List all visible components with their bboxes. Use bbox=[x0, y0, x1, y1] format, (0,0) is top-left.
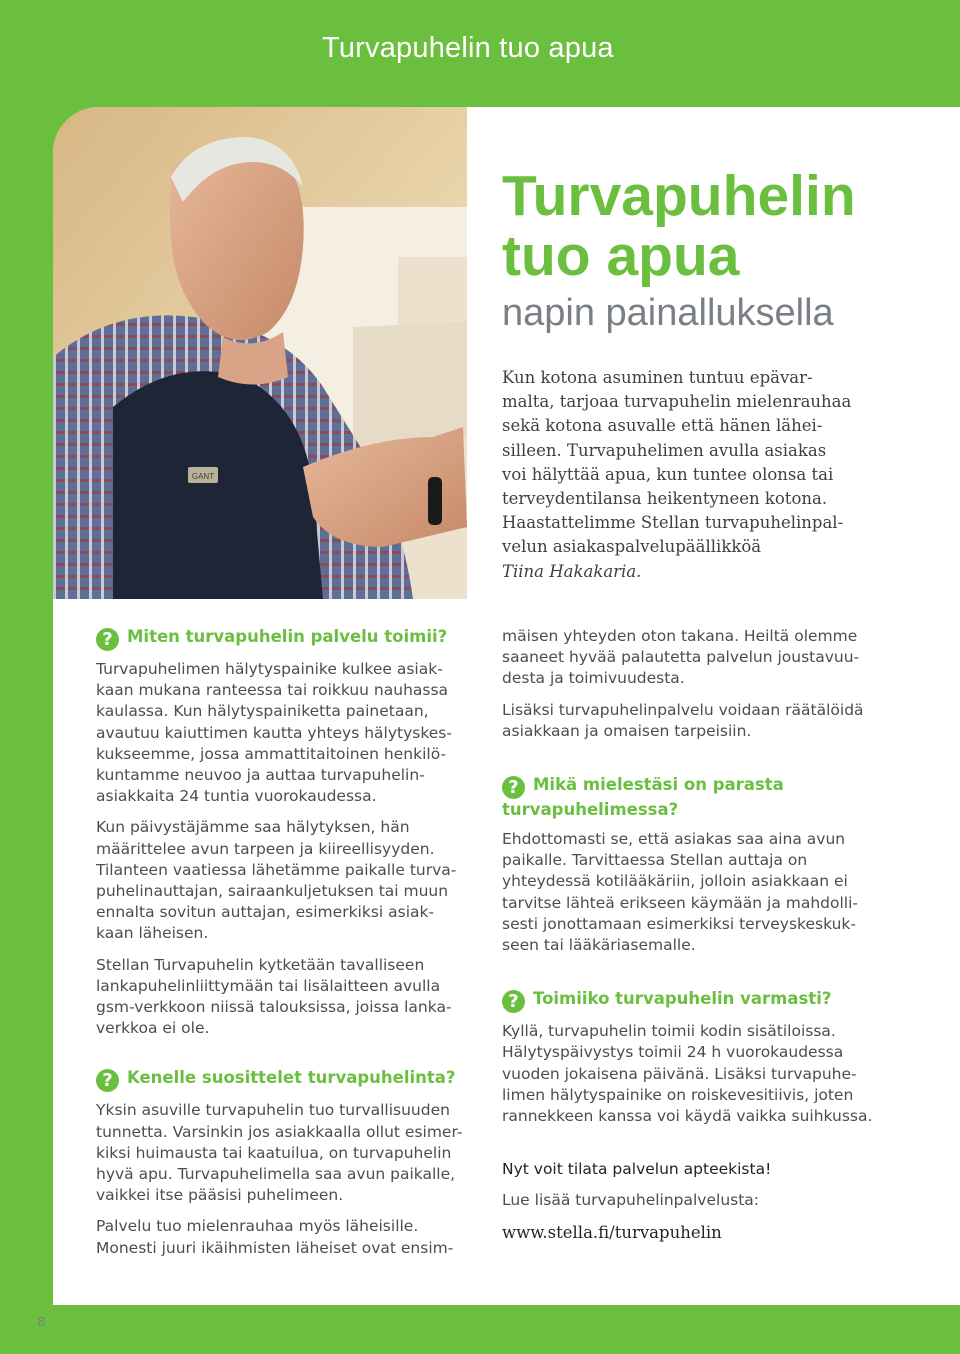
text-line: Turvapuhelimen hälytyspainike kulkee asiak- bbox=[96, 660, 443, 678]
gant-logo-text: GANT bbox=[191, 472, 215, 481]
text-line: yhteydessä kotilääkäriin, jolloin asiakkaan ei bbox=[502, 872, 848, 891]
question-mark-icon: ? bbox=[502, 990, 525, 1013]
text-line: Yksin asuville turvapuhelin tuo turvallisuuden bbox=[96, 1101, 450, 1120]
intro-line: silleen. Turvapuhelimen avulla asiakas bbox=[502, 440, 827, 460]
text-line: vuoden jokaisena päivänä. Lisäksi turvapuhe- bbox=[502, 1064, 857, 1083]
text-line: kaulassa. Kun hälytyspainiketta painetaan, bbox=[96, 702, 429, 721]
text-line: avautuu kaiuttimen kautta yhteys hälytyskes- bbox=[96, 723, 452, 742]
text-line: puhelinauttajan, sairaankuljetuksen tai muun bbox=[96, 882, 449, 901]
text-line: Kun päivystäjämme saa hälytyksen, hän bbox=[96, 818, 410, 837]
question-text: turvapuhelimessa? bbox=[502, 800, 679, 820]
question-text: Miten turvapuhelin palvelu toimii? bbox=[127, 627, 448, 646]
read-more-text: Lue lisää turvapuhelinpalvelusta: bbox=[502, 1191, 760, 1210]
text-line: Hälytyspäivystys toimii 24 h vuorokaudessa bbox=[502, 1043, 844, 1062]
answer-paragraph bbox=[96, 1216, 472, 1258]
headline-line: tuo apua bbox=[502, 224, 740, 288]
interviewee-name: Tiina Hakakaria. bbox=[502, 561, 642, 581]
text-line: asiakkaita 24 tuntia vuorokaudessa. bbox=[96, 787, 377, 806]
text-line: lankapuhelinliittymään tai lisälaitteen avulla bbox=[96, 976, 441, 995]
text-line: Kyllä, turvapuhelin toimii kodin sisätiloissa. bbox=[502, 1022, 836, 1041]
answer-paragraph bbox=[96, 955, 472, 1040]
question-mark-icon: ? bbox=[96, 1069, 119, 1092]
text-line: kiksi huimausta tai kaatuilua, on turvapuhelin bbox=[96, 1143, 452, 1162]
spacer bbox=[502, 752, 892, 774]
text-line: kuntamme neuvoo ja auttaa turvapuhelin- bbox=[96, 766, 425, 785]
question-text: Kenelle suosittelet turvapuhelinta? bbox=[127, 1068, 456, 1088]
intro-line: sekä kotona asuvalle että hänen lähei- bbox=[502, 416, 823, 436]
text-line: paikalle. Tarvittaessa Stellan auttaja on bbox=[502, 851, 808, 870]
question-heading bbox=[96, 1067, 472, 1092]
text-line: desta ja toimivuudesta. bbox=[502, 669, 685, 688]
text-line: kukseemme, jossa ammattitaitoinen henkilö- bbox=[96, 744, 447, 763]
text-line: sesti jonottamaan esimerkiksi terveyskeskuk- bbox=[502, 914, 856, 933]
answer-paragraph bbox=[502, 700, 892, 742]
spacer bbox=[96, 1049, 472, 1067]
text-line: asiakkaan ja omaisen tarpeisiin. bbox=[502, 721, 752, 740]
text-line: ennalta sovitun auttajan, esimerkiksi asiak- bbox=[96, 903, 435, 922]
spacer bbox=[502, 966, 892, 988]
text-line: Monesti juuri ikäihmisten läheiset ovat ensim- bbox=[96, 1238, 454, 1257]
main-headline bbox=[502, 166, 856, 286]
question-heading bbox=[502, 774, 892, 821]
text-line: Ehdottomasti se, että asiakas saa aina avun bbox=[502, 830, 846, 849]
intro-line: Kun kotona asuminen tuntuu epävar- bbox=[502, 368, 813, 387]
answer-paragraph bbox=[502, 1021, 892, 1127]
question-text: Mikä mielestäsi on parasta bbox=[533, 775, 784, 795]
intro-line: Haastattelimme Stellan turvapuhelinpal- bbox=[502, 513, 844, 533]
elderly-man-photo bbox=[53, 107, 467, 599]
section-header-title: Turvapuhelin tuo apua bbox=[322, 32, 614, 64]
question-mark-icon: ? bbox=[502, 776, 525, 799]
right-column bbox=[502, 626, 892, 1243]
intro-line: voi hälyttää apua, kun tuntee olonsa tai bbox=[502, 464, 834, 484]
text-line: tarvitse lähteä erikseen käymään ja mahdolli- bbox=[502, 893, 859, 912]
subheadline: napin painalluksella bbox=[502, 292, 834, 334]
intro-line: terveydentilansa heikentyneen kotona. bbox=[502, 489, 828, 509]
headline-line: Turvapuhelin bbox=[502, 164, 856, 228]
text-line: määrittelee avun tarpeen ja kiireellisyyden. bbox=[96, 839, 435, 858]
text-line: limen hälytyspainike on roiskevesitiivis, joten bbox=[502, 1085, 854, 1104]
answer-paragraph bbox=[96, 817, 472, 944]
text-line: hyvä apu. Turvapuhelimella saa avun paikalle, bbox=[96, 1165, 456, 1184]
text-line: Tilanteen vaatiessa lähetämme paikalle turva- bbox=[96, 860, 457, 879]
text-line: gsm-verkkoon niissä talouksissa, joissa lanka- bbox=[96, 998, 452, 1017]
answer-paragraph bbox=[96, 659, 472, 807]
text-line: vaikkei itse pääsisi puhelimeen. bbox=[96, 1186, 344, 1205]
order-callout: Nyt voit tilata palvelun apteekista! bbox=[502, 1160, 772, 1179]
text-line: mäisen yhteyden oton takana. Heiltä olemme bbox=[502, 627, 858, 645]
answer-paragraph bbox=[502, 829, 892, 956]
text-line: saaneet hyvää palautetta palvelun joustavuu- bbox=[502, 648, 860, 667]
left-column bbox=[96, 626, 472, 1269]
spacer bbox=[502, 1137, 892, 1159]
question-heading bbox=[96, 626, 472, 651]
text-line: Lisäksi turvapuhelinpalvelu voidaan räätälöidä bbox=[502, 700, 864, 719]
stella-url-link[interactable]: www.stella.fi/turvapuhelin bbox=[502, 1222, 722, 1242]
intro-paragraph bbox=[502, 366, 892, 584]
text-line: verkkoa ei ole. bbox=[96, 1019, 210, 1038]
intro-line: velun asiakaspalvelupäällikköä bbox=[502, 537, 762, 557]
text-line: Stellan Turvapuhelin kytketään tavalliseen bbox=[96, 955, 425, 974]
answer-paragraph bbox=[502, 626, 892, 690]
text-line: seen tai lääkäriasemalle. bbox=[502, 936, 696, 955]
question-mark-icon: ? bbox=[96, 628, 119, 651]
text-line: Palvelu tuo mielenrauhaa myös läheisille. bbox=[96, 1217, 419, 1236]
text-line: kaan mukana ranteessa tai roikkuu nauhassa bbox=[96, 681, 449, 700]
question-heading bbox=[502, 988, 892, 1013]
text-line: kaan läheisen. bbox=[96, 924, 209, 943]
question-text: Toimiiko turvapuhelin varmasti? bbox=[533, 989, 832, 1009]
page-number: 8 bbox=[38, 1314, 46, 1329]
intro-line: malta, tarjoaa turvapuhelin mielenrauhaa bbox=[502, 392, 852, 412]
text-line: tunnetta. Varsinkin jos asiakkaalla ollut esimer- bbox=[96, 1122, 463, 1141]
answer-paragraph bbox=[96, 1100, 472, 1206]
text-line: rannekkeen kanssa voi käydä vaikka suihkussa. bbox=[502, 1107, 873, 1126]
